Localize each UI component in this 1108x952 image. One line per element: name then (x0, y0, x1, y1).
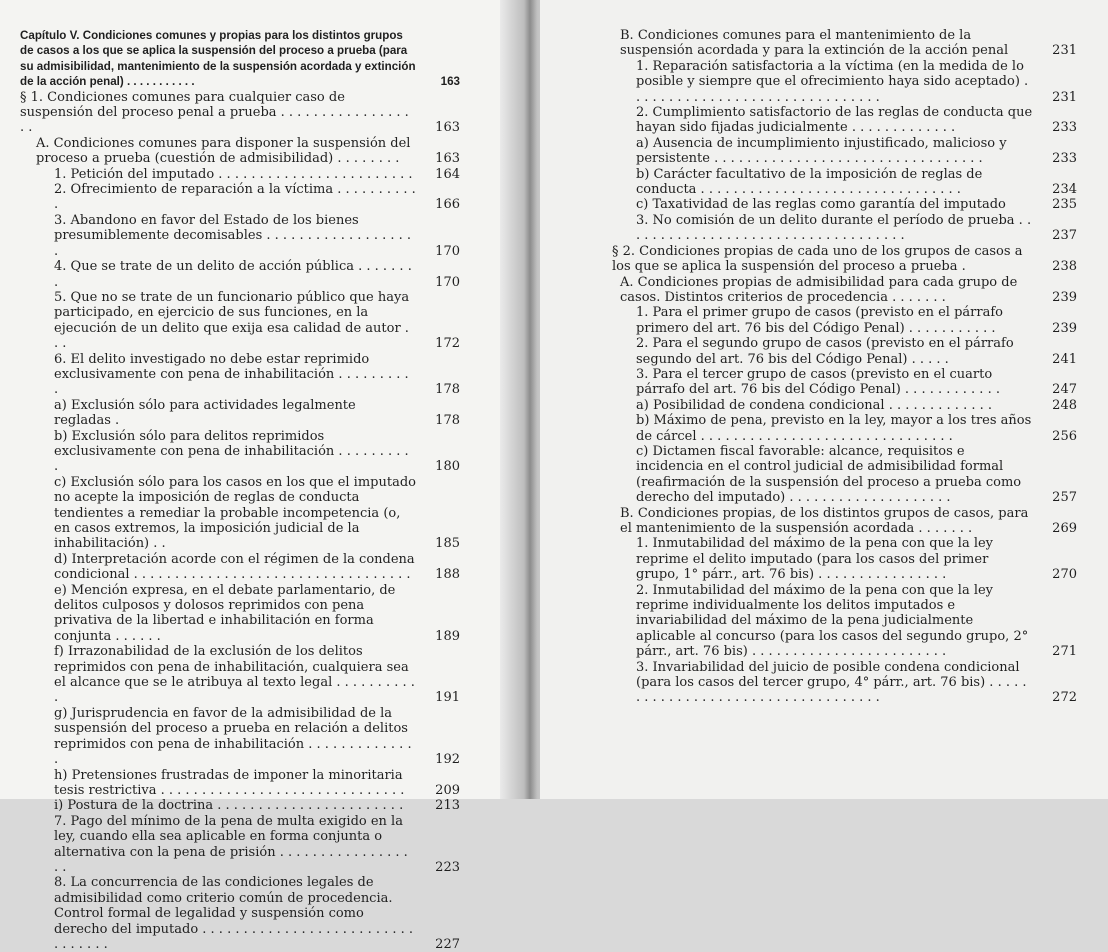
toc-page-number: 247 (1052, 382, 1077, 398)
toc-page-number: 166 (435, 197, 460, 213)
toc-entry (54, 552, 460, 583)
toc-page-number: 270 (1052, 567, 1077, 583)
toc-entry-title: 1. Para el primer grupo de casos (previsto en el párrafo primero del art. 76 bis del Código Penal) . . . . . . . . . . . (636, 305, 1003, 336)
toc-entry-title: i) Postura de la doctrina . . . . . . . . . . . . . . . . . . . . . . . (54, 798, 404, 814)
toc-entry (612, 244, 1077, 275)
toc-entry (636, 398, 1077, 413)
toc-entry-title: 3. Abandono en favor del Estado de los bienes presumiblemente decomisables . . . . . . . . . . . . . . . . . . . (54, 212, 412, 259)
toc-entry-title: c) Exclusión sólo para los casos en los que el imputado no acepte la imposición de reglas de conducta tendientes a remediar la probable incompetencia (o, en casos extremos, la imposición judicial de la inhabilitación) . . (54, 474, 416, 552)
toc-entry (620, 28, 1077, 59)
toc-entry-title: b) Carácter facultativo de la imposición de reglas de conducta . . . . . . . . . . . . . . . . . . . . . . . . . . . . . . . . (636, 166, 983, 198)
right-page (540, 0, 1108, 799)
toc-entry-title: d) Interpretación acorde con el régimen de la condena condicional . . . . . . . . . . . . . . . . . . . . . . . . . . . . . . . . . . (54, 551, 415, 583)
toc-entry (54, 475, 460, 552)
toc-entry-title: b) Máximo de pena, previsto en la ley, mayor a los tres años de cárcel . . . . . . . . . . . . . . . . . . . . . . . . . . . . . . . (636, 413, 1032, 444)
toc-page-number: 257 (1052, 490, 1077, 506)
toc-page-number: 248 (1052, 397, 1077, 413)
toc-page-number: 164 (435, 166, 460, 182)
toc-page-number: 235 (1052, 197, 1077, 213)
toc-entry (54, 429, 460, 475)
toc-page-number: 189 (435, 628, 460, 644)
toc-entry-title: § 1. Condiciones comunes para cualquier caso de suspensión del proceso penal a prueba . . . . . . . . . . . . . . . . . . (20, 89, 409, 136)
toc-entry (54, 213, 460, 259)
toc-entry-title: B. Condiciones propias, de los distintos grupos de casos, para el mantenimiento de la suspensión acordada . . . . . . . (620, 505, 1029, 536)
toc-page-number: 209 (435, 782, 460, 798)
toc-entry-title: a) Exclusión sólo para actividades legalmente regladas . (54, 397, 356, 429)
toc-page-number: 269 (1052, 521, 1077, 536)
toc-entry-title: Capítulo V. Condiciones comunes y propias para los distintos grupos de casos a los que se aplica la suspensión del proceso a prueba (para su admisibilidad, mantenimiento de la suspensión acordada y extinción de la acción penal) . . . . . . . . . . . (20, 29, 416, 89)
toc-entry (54, 875, 460, 952)
left-toc-column (20, 28, 460, 952)
toc-entry-title: 4. Que se trate de un delito de acción pública . . . . . . . . (54, 259, 412, 290)
toc-page-number: 163 (440, 75, 460, 89)
toc-page-number: 239 (1052, 320, 1077, 336)
toc-entry (636, 444, 1077, 506)
toc-entry-title: a) Ausencia de incumplimiento injustificado, malicioso y persistente . . . . . . . . . . . . . . . . . . . . . . . . . . . . . . . . . (636, 135, 1007, 167)
toc-page-number: 213 (435, 798, 460, 814)
toc-page-number: 185 (435, 536, 460, 552)
toc-entry-title: 7. Pago del mínimo de la pena de multa exigido en la ley, cuando ella sea aplicable en forma conjunta o alternativa con la pena de prisión . . . . . . . . . . . . . . . . . . (54, 813, 408, 875)
toc-page-number: 178 (435, 413, 460, 429)
toc-entry-title: 2. Inmutabilidad del máximo de la pena con que la ley reprime individualmente los delitos imputados e invariabilidad del máximo de la pena judicialmente aplicable al concurso (para los casos del segundo grupo, 2° párr., art. 76 bis) . . . . . . . . . . . . . . . . . . . . . . . . (636, 582, 1029, 660)
toc-page-number: 241 (1052, 351, 1077, 367)
toc-entry-title: 1. Petición del imputado . . . . . . . . . . . . . . . . . . . . . . . . (54, 166, 413, 182)
toc-page-number: 256 (1052, 428, 1077, 444)
toc-page-number: 163 (435, 120, 460, 136)
toc-entry-title: b) Exclusión sólo para delitos reprimidos exclusivamente con pena de inhabilitación . . . . . . . . . . (54, 428, 409, 475)
toc-page-number: 178 (435, 382, 460, 398)
toc-entry-title: 2. Cumplimiento satisfactorio de las reglas de conducta que hayan sido fijadas judicialmente . . . . . . . . . . . . . (636, 105, 1033, 136)
toc-page-number: 234 (1052, 182, 1077, 198)
toc-page-number: 233 (1052, 151, 1077, 167)
toc-page-number: 231 (1052, 89, 1077, 105)
toc-entry-title: a) Posibilidad de condena condicional . . . . . . . . . . . . . (636, 397, 992, 413)
toc-entry-title: 3. No comisión de un delito durante el período de prueba . . . . . . . . . . . . . . . . . . . . . . . . . . . . . . . . . . . (636, 212, 1032, 244)
toc-entry-title: § 2. Condiciones propias de cada uno de los grupos de casos a los que se aplica la suspensión del proceso a prueba . (612, 243, 1023, 275)
toc-entry-title: h) Pretensiones frustradas de imponer la minoritaria tesis restrictiva . . . . . . . . . . . . . . . . . . . . . . . . . . . . . . (54, 767, 405, 798)
toc-entry-title: B. Condiciones comunes para el mantenimiento de la suspensión acordada y para la extinción de la acción penal (620, 28, 1009, 59)
toc-entry (636, 105, 1077, 136)
toc-page-number: 163 (435, 151, 460, 167)
toc-entry-title: A. Condiciones propias de admisibilidad para cada grupo de casos. Distintos criterios de procedencia . . . . . . . (620, 274, 1018, 305)
toc-entry (54, 768, 460, 799)
toc-entry-title: 1. Inmutabilidad del máximo de la pena con que la ley reprime el delito imputado (para los casos del primer grupo, 1° párr., art. 76 bis) . . . . . . . . . . . . . . . . (636, 536, 994, 583)
toc-entry-title: A. Condiciones comunes para disponer la suspensión del proceso a prueba (cuestión de admisibilidad) . . . . . . . . (36, 135, 411, 167)
toc-entry-title: f) Irrazonabilidad de la exclusión de los delitos reprimidos con pena de inhabilitación, cualquiera sea el alcance que se le atribuya al texto legal . . . . . . . . . . . (54, 644, 415, 706)
toc-page-number: 191 (435, 690, 460, 706)
left-page (0, 0, 520, 952)
toc-page-number: 272 (1052, 690, 1077, 706)
toc-entry-title: 2. Para el segundo grupo de casos (previsto en el párrafo segundo del art. 76 bis del Código Penal) . . . . . (636, 336, 1014, 367)
toc-entry (54, 259, 460, 290)
toc-page-number: 172 (435, 336, 460, 352)
toc-entry (36, 136, 460, 167)
toc-entry-title: 8. La concurrencia de las condiciones legales de admisibilidad como criterio común de procedencia. Control formal de legalidad y suspensión como derecho del imputado . . . . . . . . . . . . . . . . . . . . . . . . . . . . . . . . . (54, 875, 414, 952)
toc-entry (636, 167, 1077, 198)
toc-entry-title: c) Taxatividad de las reglas como garantía del imputado (636, 197, 1006, 213)
toc-page-number: 223 (435, 859, 460, 875)
toc-entry (636, 197, 1077, 212)
toc-entry (636, 136, 1077, 167)
toc-entry (54, 644, 460, 706)
toc-page-number: 227 (435, 936, 460, 952)
toc-page-number: 231 (1052, 43, 1077, 59)
toc-entry (636, 660, 1077, 706)
toc-page-number: 238 (1052, 259, 1077, 275)
toc-page-number: 188 (435, 567, 460, 583)
toc-entry (636, 305, 1077, 336)
toc-entry (636, 413, 1077, 444)
toc-page-number: 170 (435, 274, 460, 290)
toc-entry-title: c) Dictamen fiscal favorable: alcance, requisitos e incidencia en el control judicial de admisibilidad formal (reafirmación de la suspensión del proceso a prueba como derecho del imputado) . . . . . . . . . . . . . . . . . . . . (636, 443, 1022, 506)
toc-entry (54, 798, 460, 813)
toc-entry-title: 3. Para el tercer grupo de casos (previsto en el cuarto párrafo del art. 76 bis del Código Penal) . . . . . . . . . . . . (636, 366, 1000, 398)
toc-entry-title: 6. El delito investigado no debe estar reprimido exclusivamente con pena de inhabilitación . . . . . . . . . . (54, 351, 409, 398)
toc-entry (54, 814, 460, 876)
toc-page-number: 192 (435, 752, 460, 768)
toc-entry (54, 583, 460, 645)
toc-entry (20, 28, 460, 90)
toc-page-number: 237 (1052, 228, 1077, 244)
toc-entry (54, 182, 460, 213)
toc-entry-title: 3. Invariabilidad del juicio de posible condena condicional (para los casos del tercer grupo, 4° párr., art. 76 bis) . . . . . . . . . . . . . . . . . . . . . . . . . . . . . . . . . . . (636, 659, 1027, 706)
toc-entry-title: 2. Ofrecimiento de reparación a la víctima . . . . . . . . . . . (54, 182, 416, 213)
toc-page-number: 271 (1052, 644, 1077, 660)
toc-page-number: 239 (1052, 289, 1077, 305)
toc-entry (54, 290, 460, 352)
toc-entry (20, 90, 460, 136)
toc-entry (620, 275, 1077, 306)
toc-entry (636, 59, 1077, 105)
toc-entry (636, 536, 1077, 582)
toc-page-number: 233 (1052, 120, 1077, 136)
toc-entry (620, 506, 1077, 537)
right-toc-column (612, 28, 1077, 706)
toc-entry-title: e) Mención expresa, en el debate parlamentario, de delitos culposos y dolosos reprimidos con pena privativa de la libertad e inhabilitación en forma conjunta . . . . . . (54, 582, 396, 644)
toc-entry (54, 167, 460, 182)
toc-page-number: 180 (435, 459, 460, 475)
toc-entry-title: g) Jurisprudencia en favor de la admisibilidad de la suspensión del proceso a prueba en relación a delitos reprimidos con pena de inhabilitación . . . . . . . . . . . . . . (54, 705, 412, 768)
toc-entry (636, 583, 1077, 660)
toc-entry (636, 367, 1077, 398)
toc-entry (636, 336, 1077, 367)
toc-entry (54, 352, 460, 398)
toc-page-number: 170 (435, 243, 460, 259)
toc-entry (54, 706, 460, 768)
toc-entry-title: 5. Que no se trate de un funcionario público que haya participado, en ejercicio de sus funciones, en la ejecución de un delito que exija esa calidad de autor . . . (54, 289, 410, 352)
toc-entry (636, 213, 1077, 244)
toc-entry-title: 1. Reparación satisfactoria a la víctima (en la medida de lo posible y siempre que el ofrecimiento haya sido aceptado) . . . . . . . . . . . . . . . . . . . . . . . . . . . . . . . (636, 58, 1029, 105)
toc-entry (54, 398, 460, 429)
